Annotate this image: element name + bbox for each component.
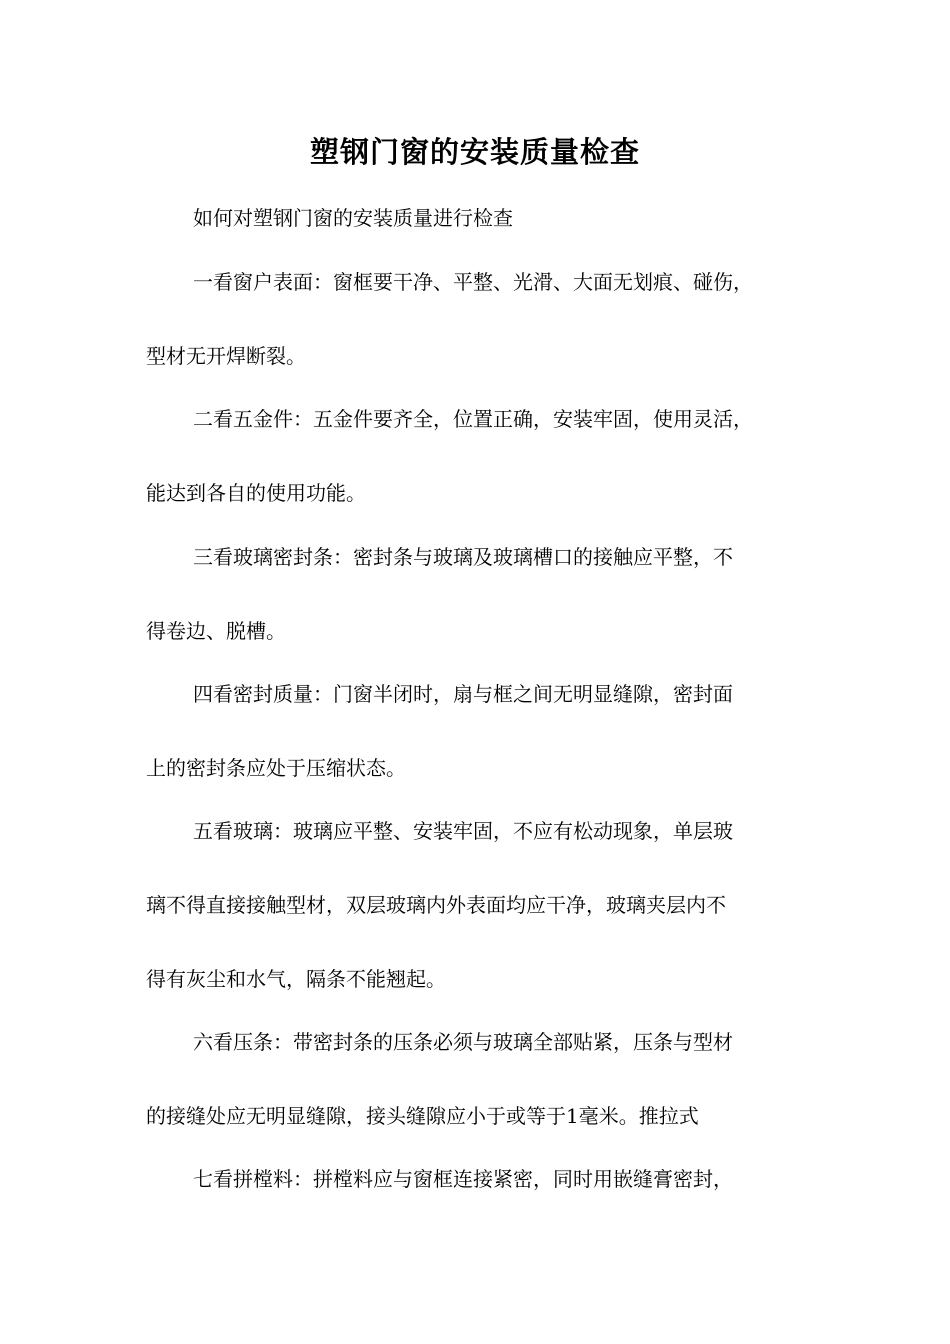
paragraph-line: 璃不得直接接触型材，双层玻璃内外表面均应干净，玻璃夹层内不	[146, 893, 726, 917]
paragraph-line: 五看玻璃：玻璃应平整、安装牢固，不应有松动现象，单层玻	[193, 819, 733, 843]
paragraph-line: 如何对塑钢门窗的安装质量进行检查	[193, 206, 513, 230]
paragraph-line: 得卷边、脱槽。	[146, 619, 286, 643]
paragraph-line: 七看拼樘料：拼樘料应与窗框连接紧密，同时用嵌缝膏密封，	[193, 1167, 733, 1191]
paragraph-line: 能达到各自的使用功能。	[146, 481, 366, 505]
document-title: 塑钢门窗的安装质量检查	[309, 135, 640, 169]
paragraph-line: 六看压条：带密封条的压条必须与玻璃全部贴紧，压条与型材	[193, 1030, 733, 1054]
paragraph-line: 三看玻璃密封条：密封条与玻璃及玻璃槽口的接触应平整，不	[193, 545, 733, 569]
paragraph-line: 二看五金件：五金件要齐全，位置正确，安装牢固，使用灵活，	[193, 407, 753, 431]
paragraph-line: 得有灰尘和水气，隔条不能翘起。	[146, 967, 446, 991]
paragraph-line: 型材无开焊断裂。	[146, 344, 306, 368]
paragraph-line: 上的密封条应处于压缩状态。	[146, 756, 406, 780]
paragraph-line: 一看窗户表面：窗框要干净、平整、光滑、大面无划痕、碰伤，	[193, 270, 753, 294]
paragraph-line: 四看密封质量：门窗半闭时，扇与框之间无明显缝隙，密封面	[193, 682, 733, 706]
paragraph-line: 的接缝处应无明显缝隙，接头缝隙应小于或等于1毫米。推拉式	[146, 1104, 699, 1128]
